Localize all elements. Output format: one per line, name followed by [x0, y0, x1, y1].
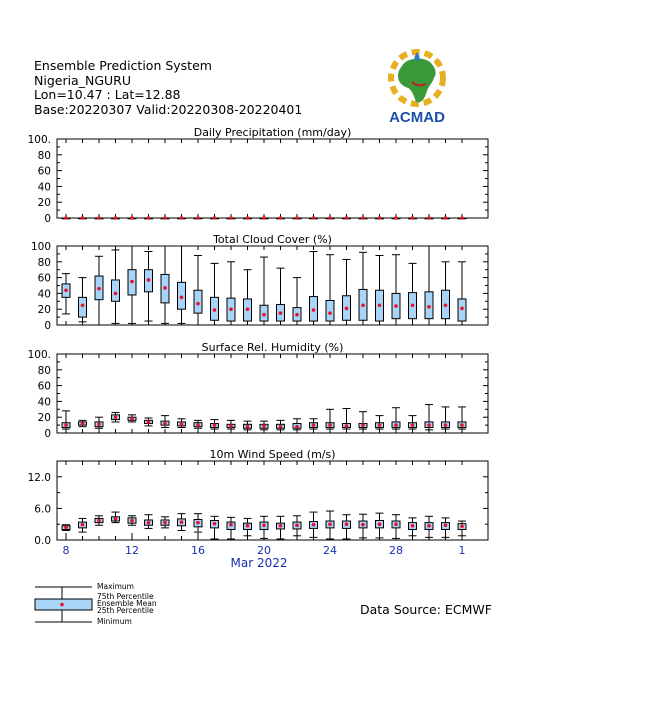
box-day-11 — [244, 216, 252, 220]
mean-marker — [130, 417, 134, 421]
mean-marker — [262, 424, 266, 428]
location-name: Nigeria_NGURU — [34, 72, 131, 88]
y-tick-label: 80 — [37, 364, 51, 377]
box-day-17 — [343, 216, 351, 220]
x-tick-label: 12 — [125, 544, 139, 557]
mean-marker — [378, 303, 382, 307]
box-day-15 — [310, 216, 318, 220]
mean-marker — [345, 522, 349, 526]
mean-marker — [361, 423, 365, 427]
box-day-16 — [326, 409, 334, 429]
box-day-20 — [392, 216, 400, 220]
box-day-20 — [392, 408, 400, 429]
box-day-11 — [244, 270, 252, 325]
mean-marker — [279, 216, 283, 220]
mean-marker — [196, 423, 200, 427]
box-day-9 — [211, 263, 219, 325]
mean-marker — [328, 423, 332, 427]
mean-marker — [279, 425, 283, 429]
mean-marker — [147, 420, 151, 424]
mean-marker — [64, 216, 68, 220]
mean-marker — [295, 523, 299, 527]
mean-marker — [180, 296, 184, 300]
mean-marker — [378, 522, 382, 526]
box-day-22 — [425, 405, 433, 430]
mean-marker — [427, 423, 431, 427]
box-day-10 — [227, 420, 235, 429]
box-day-21 — [409, 263, 417, 325]
box-day-13 — [277, 420, 285, 429]
box-day-21 — [409, 216, 417, 220]
mean-marker — [345, 424, 349, 428]
box-day-11 — [244, 518, 252, 535]
box-day-12 — [260, 421, 268, 430]
box-day-13 — [277, 216, 285, 220]
box-day-18 — [359, 514, 367, 538]
mean-marker — [460, 423, 464, 427]
x-tick-label: 1 — [458, 544, 466, 557]
iqr-box — [326, 301, 334, 322]
box-day-6 — [161, 246, 169, 323]
mean-marker — [295, 425, 299, 429]
mean-marker — [163, 521, 167, 525]
iqr-box — [112, 280, 120, 301]
box-day-3 — [112, 512, 120, 523]
mean-marker — [196, 302, 200, 306]
box-day-3 — [112, 250, 120, 323]
mean-marker — [394, 423, 398, 427]
legend-p25-label: 25th Percentile — [97, 606, 154, 615]
box-day-24 — [458, 407, 466, 429]
mean-marker — [81, 216, 85, 220]
y-tick-label: 60 — [37, 165, 51, 178]
box-day-8 — [194, 216, 202, 220]
mean-marker — [246, 216, 250, 220]
base-valid-dates: Base:20220307 Valid:20220308-20220401 — [34, 101, 303, 117]
box-day-9 — [211, 516, 219, 539]
mean-marker — [394, 522, 398, 526]
box-day-19 — [376, 255, 384, 325]
box-day-5 — [145, 515, 153, 529]
mean-marker — [130, 280, 134, 284]
box-day-1 — [79, 278, 87, 322]
mean-marker — [328, 522, 332, 526]
box-day-18 — [359, 252, 367, 325]
box-day-4 — [128, 415, 136, 422]
x-tick-label: 24 — [323, 544, 337, 557]
box-day-19 — [376, 416, 384, 429]
box-day-7 — [178, 246, 186, 323]
month-label: Mar 2022 — [230, 556, 288, 570]
mean-marker — [262, 216, 266, 220]
box-day-4 — [128, 246, 136, 323]
box-day-19 — [376, 513, 384, 538]
mean-marker — [114, 415, 118, 419]
box-day-18 — [359, 216, 367, 220]
box-day-10 — [227, 216, 235, 220]
box-day-24 — [458, 262, 466, 325]
mean-marker — [279, 311, 283, 315]
mean-marker — [97, 216, 101, 220]
y-tick-label: 40 — [37, 396, 51, 409]
box-day-0 — [62, 525, 70, 531]
mean-marker — [114, 517, 118, 521]
x-tick-label: 20 — [257, 544, 271, 557]
mean-marker — [229, 216, 233, 220]
box-day-14 — [293, 419, 301, 430]
box-day-22 — [425, 246, 433, 325]
box-day-10 — [227, 517, 235, 539]
box-day-0 — [62, 411, 70, 429]
y-tick-label: 0 — [44, 428, 51, 440]
mean-marker — [328, 216, 332, 220]
box-day-1 — [79, 518, 87, 532]
box-day-23 — [442, 216, 450, 220]
box-day-5 — [145, 418, 153, 426]
mean-marker — [97, 287, 101, 291]
mean-marker — [411, 303, 415, 307]
panel-2 — [31, 233, 488, 332]
mean-marker — [97, 519, 101, 523]
panel-4 — [28, 448, 488, 547]
box-day-13 — [277, 516, 285, 539]
mean-marker — [312, 216, 316, 220]
y-tick-label: 80 — [37, 149, 51, 162]
y-tick-label: 20 — [37, 412, 51, 425]
mean-marker — [180, 216, 184, 220]
mean-marker — [262, 523, 266, 527]
box-day-12 — [260, 216, 268, 220]
panel-frame — [57, 246, 488, 325]
panel-title: Daily Precipitation (mm/day) — [193, 126, 352, 139]
mean-marker — [213, 423, 217, 427]
data-source: Data Source: ECMWF — [360, 602, 492, 617]
box-day-1 — [79, 420, 87, 426]
mean-marker — [114, 216, 118, 220]
box-day-8 — [194, 255, 202, 325]
box-day-16 — [326, 255, 334, 325]
mean-marker — [460, 525, 464, 529]
mean-marker — [246, 307, 250, 311]
y-tick-label: 40 — [37, 181, 51, 194]
system-title: Ensemble Prediction System — [34, 58, 212, 73]
box-day-7 — [178, 216, 186, 220]
y-tick-label: 100. — [27, 349, 51, 361]
mean-marker — [81, 422, 85, 426]
box-day-4 — [128, 516, 136, 525]
mean-marker — [213, 216, 217, 220]
mean-marker — [460, 216, 464, 220]
mean-marker — [147, 278, 151, 282]
mean-marker — [312, 423, 316, 427]
box-day-21 — [409, 518, 417, 536]
y-tick-label: 60 — [37, 272, 51, 285]
mean-marker — [328, 311, 332, 315]
mean-marker — [180, 520, 184, 524]
y-tick-label: 0.0 — [34, 535, 51, 547]
box-day-24 — [458, 216, 466, 220]
mean-marker — [361, 523, 365, 527]
box-day-18 — [359, 412, 367, 429]
box-day-5 — [145, 252, 153, 322]
box-day-16 — [326, 216, 334, 220]
mean-marker — [295, 216, 299, 220]
mean-marker — [411, 216, 415, 220]
box-day-14 — [293, 278, 301, 325]
legend — [35, 582, 157, 626]
mean-marker — [196, 521, 200, 525]
box-day-0 — [62, 274, 70, 314]
box-day-17 — [343, 515, 351, 539]
mean-marker — [394, 304, 398, 308]
mean-marker — [460, 307, 464, 311]
box-day-3 — [112, 216, 120, 220]
y-tick-label: 100 — [30, 241, 51, 253]
mean-marker — [246, 425, 250, 429]
mean-marker — [229, 424, 233, 428]
mean-marker — [378, 216, 382, 220]
panel-title: 10m Wind Speed (m/s) — [209, 448, 336, 461]
mean-marker — [81, 303, 85, 307]
mean-marker — [361, 303, 365, 307]
x-tick-label: 8 — [62, 544, 70, 557]
mean-marker — [130, 519, 134, 523]
box-day-9 — [211, 420, 219, 429]
panel-1 — [28, 126, 488, 225]
y-tick-label: 12.0 — [27, 471, 51, 484]
mean-marker — [378, 423, 382, 427]
panel-frame — [57, 461, 488, 540]
mean-marker — [444, 216, 448, 220]
box-day-2 — [95, 216, 103, 220]
y-tick-label: 80 — [37, 256, 51, 269]
box-day-2 — [95, 256, 103, 325]
panel-frame — [57, 139, 488, 218]
mean-marker — [64, 288, 68, 292]
box-day-0 — [62, 216, 70, 220]
iqr-box — [194, 290, 202, 313]
mean-marker — [64, 423, 68, 427]
box-day-1 — [79, 216, 87, 220]
y-tick-label: 6.0 — [34, 503, 51, 516]
box-day-6 — [161, 216, 169, 220]
box-day-6 — [161, 517, 169, 528]
mean-marker — [411, 524, 415, 528]
y-tick-label: 20 — [37, 197, 51, 210]
box-day-20 — [392, 255, 400, 325]
panel-title: Total Cloud Cover (%) — [213, 233, 332, 246]
mean-marker — [279, 524, 283, 528]
mean-marker — [427, 524, 431, 528]
x-tick-label: 28 — [389, 544, 403, 557]
box-day-8 — [194, 514, 202, 532]
box-day-14 — [293, 216, 301, 220]
box-day-9 — [211, 216, 219, 220]
y-tick-label: 60 — [37, 380, 51, 393]
mean-marker — [180, 423, 184, 427]
box-day-8 — [194, 420, 202, 428]
mean-marker — [229, 523, 233, 527]
mean-marker — [361, 216, 365, 220]
box-day-15 — [310, 252, 318, 325]
box-day-4 — [128, 216, 136, 220]
iqr-box — [79, 297, 87, 317]
mean-marker — [64, 526, 68, 530]
box-day-21 — [409, 416, 417, 429]
mean-marker — [81, 523, 85, 527]
box-day-6 — [161, 416, 169, 428]
box-day-17 — [343, 259, 351, 325]
y-tick-label: 40 — [37, 288, 51, 301]
mean-marker — [394, 216, 398, 220]
mean-marker — [295, 313, 299, 317]
box-day-15 — [310, 512, 318, 537]
box-day-5 — [145, 216, 153, 220]
legend-mean-marker — [60, 603, 64, 607]
box-day-12 — [260, 257, 268, 325]
box-day-10 — [227, 262, 235, 325]
y-tick-label: 0 — [44, 320, 51, 332]
mean-marker — [427, 305, 431, 309]
mean-marker — [213, 308, 217, 312]
coordinates: Lon=10.47 : Lat=12.88 — [34, 87, 181, 102]
mean-marker — [229, 307, 233, 311]
mean-marker — [147, 521, 151, 525]
box-day-22 — [425, 216, 433, 220]
y-tick-label: 20 — [37, 304, 51, 317]
legend-mean-label: Ensemble Mean — [97, 599, 157, 608]
mean-marker — [262, 313, 266, 317]
mean-marker — [444, 523, 448, 527]
y-tick-label: 0 — [44, 213, 51, 225]
box-day-15 — [310, 419, 318, 429]
box-day-2 — [95, 417, 103, 428]
mean-marker — [213, 522, 217, 526]
x-tick-label: 16 — [191, 544, 205, 557]
box-day-13 — [277, 268, 285, 325]
panel-title: Surface Rel. Humidity (%) — [201, 341, 344, 354]
legend-p75-label: 75th Percentile — [97, 592, 154, 601]
mean-marker — [246, 524, 250, 528]
box-day-23 — [442, 407, 450, 429]
box-day-2 — [95, 516, 103, 525]
mean-marker — [427, 216, 431, 220]
mean-marker — [411, 423, 415, 427]
logo-text: ACMAD — [389, 109, 445, 126]
mean-marker — [444, 303, 448, 307]
mean-marker — [312, 523, 316, 527]
box-day-11 — [244, 421, 252, 430]
mean-marker — [312, 308, 316, 312]
box-day-17 — [343, 409, 351, 430]
panel-frame — [57, 354, 488, 433]
box-day-7 — [178, 514, 186, 531]
mean-marker — [163, 286, 167, 290]
box-day-23 — [442, 518, 450, 537]
box-day-7 — [178, 419, 186, 428]
box-day-14 — [293, 516, 301, 536]
y-tick-label: 100. — [27, 134, 51, 146]
mean-marker — [147, 216, 151, 220]
mean-marker — [163, 422, 167, 426]
mean-marker — [114, 292, 118, 296]
box-day-3 — [112, 412, 120, 421]
legend-min-label: Minimum — [97, 617, 132, 626]
legend-max-label: Maximum — [97, 582, 134, 591]
mean-marker — [163, 216, 167, 220]
box-day-22 — [425, 516, 433, 537]
mean-marker — [97, 423, 101, 427]
panel-3 — [28, 341, 488, 440]
mean-marker — [345, 307, 349, 311]
box-day-23 — [442, 262, 450, 325]
mean-marker — [444, 423, 448, 427]
box-day-19 — [376, 216, 384, 220]
mean-marker — [345, 216, 349, 220]
mean-marker — [196, 216, 200, 220]
mean-marker — [130, 216, 134, 220]
